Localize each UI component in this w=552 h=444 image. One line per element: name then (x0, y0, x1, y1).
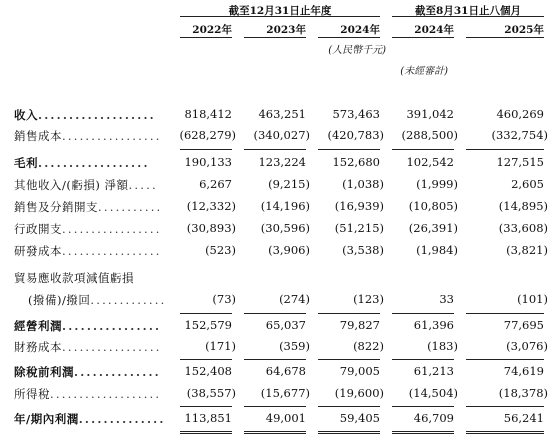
cell: 6,267 (199, 177, 232, 191)
row-gross-profit (0, 155, 552, 175)
cell: (14,504) (408, 386, 458, 400)
row-other-income (0, 177, 552, 197)
row-label: 經營利潤................ (14, 319, 162, 333)
cell: (73) (212, 292, 236, 306)
cell: (33,608) (498, 221, 548, 235)
cell: 61,396 (413, 318, 454, 332)
subtotal-rule (318, 313, 380, 314)
cell: 56,241 (503, 411, 544, 425)
subtotal-rule (392, 406, 454, 407)
cell: 77,695 (503, 318, 544, 332)
cell: (9,215) (268, 177, 310, 191)
cell: 74,619 (503, 364, 544, 378)
cell: (420,783) (327, 128, 384, 142)
subtotal-rule (180, 359, 232, 360)
cell: (12,332) (186, 199, 236, 213)
unaudited-note: (未經審計) (400, 66, 448, 77)
row-label: 除稅前利潤.............. (14, 365, 161, 379)
row-label: 銷售及分銷開支........... (14, 200, 163, 214)
cell: (340,027) (253, 128, 310, 142)
cell: (3,538) (342, 243, 384, 257)
total-double-rule (466, 431, 544, 434)
cell: 79,005 (339, 364, 380, 378)
cell: (274) (279, 292, 310, 306)
year-header-5: 2025年 (504, 24, 544, 36)
total-double-rule (318, 431, 380, 434)
cell: (1,984) (416, 243, 458, 257)
cell: (1,999) (416, 177, 458, 191)
year-header-1: 2022年 (192, 24, 232, 36)
cell: (628,279) (179, 128, 236, 142)
year-rule-3 (318, 37, 380, 38)
subtotal-rule (244, 149, 306, 150)
cell: 113,851 (184, 411, 232, 425)
row-operating-profit (0, 318, 552, 338)
row-rd-costs (0, 243, 552, 263)
cell: 152,408 (184, 364, 232, 378)
cell: 79,827 (339, 318, 380, 332)
cell: (16,939) (334, 199, 384, 213)
cell: (10,805) (408, 199, 458, 213)
subtotal-rule (244, 313, 306, 314)
cell: (38,557) (186, 386, 236, 400)
cell: (1,038) (342, 177, 384, 191)
cell: (51,215) (334, 221, 384, 235)
year-header-3: 2024年 (340, 24, 380, 36)
currency-note: (人民幣千元) (328, 45, 386, 56)
subtotal-rule (180, 313, 232, 314)
cell: (171) (205, 339, 236, 353)
cell: (359) (279, 339, 310, 353)
row-label: 行政開支................. (14, 222, 162, 236)
cell: 460,269 (496, 107, 544, 121)
cell: (14,895) (498, 199, 548, 213)
cell: 49,001 (265, 411, 306, 425)
row-impairment-heading (0, 270, 552, 290)
header-group-annual-rule (180, 16, 380, 17)
cell: 46,709 (413, 411, 454, 425)
cell: (3,906) (268, 243, 310, 257)
cell: 391,042 (406, 107, 454, 121)
row-revenue (0, 107, 552, 127)
cell: (30,893) (186, 221, 236, 235)
cell: (14,196) (260, 199, 310, 213)
subtotal-rule (318, 406, 380, 407)
year-header-2: 2023年 (266, 24, 306, 36)
total-double-rule (244, 431, 306, 434)
cell: (3,076) (506, 339, 548, 353)
year-rule-5 (466, 37, 544, 38)
row-label: 所得稅................... (14, 387, 162, 401)
cell: 463,251 (258, 107, 306, 121)
subtotal-rule (466, 313, 544, 314)
year-header-4: 2024年 (414, 24, 454, 36)
cell: (3,821) (506, 243, 548, 257)
subtotal-rule (180, 406, 232, 407)
cell: (101) (517, 292, 548, 306)
cell: 152,579 (184, 318, 232, 332)
subtotal-rule (244, 359, 306, 360)
cell: (523) (205, 243, 236, 257)
row-label: 年/期內利潤.............. (14, 412, 166, 426)
row-label: 財務成本................. (14, 340, 162, 354)
year-rule-1 (180, 37, 232, 38)
subtotal-rule (392, 313, 454, 314)
row-label: (撥備)/撥回............. (28, 293, 167, 307)
row-net-profit (0, 411, 552, 431)
row-selling-expenses (0, 199, 552, 219)
cell: 123,224 (258, 155, 306, 169)
total-double-rule (180, 431, 232, 434)
cell: 59,405 (339, 411, 380, 425)
row-impairment (0, 292, 552, 312)
subtotal-rule (466, 359, 544, 360)
cell: (30,596) (260, 221, 310, 235)
subtotal-rule (318, 149, 380, 150)
row-income-tax (0, 386, 552, 406)
cell: 64,678 (265, 364, 306, 378)
subtotal-rule (466, 149, 544, 150)
cell: 2,605 (511, 177, 544, 191)
cell: 152,680 (332, 155, 380, 169)
row-cost-of-sales (0, 128, 552, 148)
cell: 127,515 (496, 155, 544, 169)
header-group-eight-months: 截至8月31日止八個月 (415, 5, 521, 17)
cell: 818,412 (184, 107, 232, 121)
header-group-annual: 截至12月31日止年度 (228, 5, 332, 17)
cell: (288,500) (401, 128, 458, 142)
cell: 65,037 (265, 318, 306, 332)
cell: 573,463 (332, 107, 380, 121)
row-finance-costs (0, 339, 552, 359)
subtotal-rule (466, 406, 544, 407)
subtotal-rule (180, 149, 232, 150)
cell: (19,600) (334, 386, 384, 400)
cell: 61,213 (413, 364, 454, 378)
row-admin-expenses (0, 221, 552, 241)
subtotal-rule (392, 359, 454, 360)
subtotal-rule (392, 149, 454, 150)
row-label: 其他收入/(虧損) 淨額..... (14, 178, 158, 192)
row-label: 貿易應收款項減值虧損 (14, 271, 134, 285)
header-group-eight-months-rule (392, 16, 544, 17)
row-label: 毛利.................. (14, 156, 150, 170)
cell: (18,378) (498, 386, 548, 400)
cell: (183) (427, 339, 458, 353)
cell: 102,542 (406, 155, 454, 169)
cell: (332,754) (491, 128, 548, 142)
row-label: 研發成本................. (14, 244, 162, 258)
subtotal-rule (318, 359, 380, 360)
cell: (822) (353, 339, 384, 353)
total-double-rule (392, 431, 454, 434)
row-profit-before-tax (0, 364, 552, 384)
row-label: 銷售成本................. (14, 129, 162, 143)
cell: (15,677) (260, 386, 310, 400)
year-rule-2 (244, 37, 306, 38)
cell: (123) (353, 292, 384, 306)
year-rule-4 (392, 37, 454, 38)
cell: 190,133 (184, 155, 232, 169)
cell: 33 (439, 292, 454, 306)
subtotal-rule (244, 406, 306, 407)
row-label: 收入................... (14, 108, 156, 122)
cell: (26,391) (408, 221, 458, 235)
